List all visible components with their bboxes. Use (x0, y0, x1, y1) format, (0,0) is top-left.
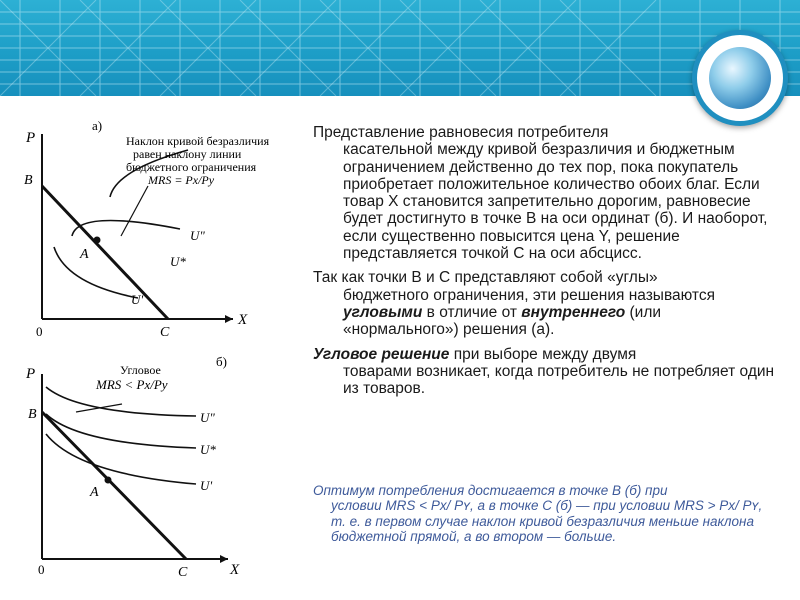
curve-label-u-double: U" (190, 228, 205, 243)
note-body: условии MRS < Px/ Pʏ, а в точке C (б) — при условии MRS > Px/ Pʏ, т. е. в первом случае наклон кривой безразличия меньше наклона бюджетной прямой, а во втором — больше. (331, 498, 763, 545)
caption-leader-line (121, 186, 148, 236)
globe-sphere (709, 47, 771, 109)
globe-icon (692, 30, 788, 126)
term-angular: угловыми (343, 303, 423, 321)
figure-b-corner-solution (18, 352, 288, 582)
paragraph-corner-solution (313, 346, 775, 398)
y-axis-label: P (26, 366, 36, 382)
caption-line-4: MRS = Px/Py (148, 173, 215, 187)
paragraph-corner-points (313, 269, 775, 338)
figure-a-interior-solution (18, 114, 288, 344)
curve-label-u-star: U* (170, 254, 186, 269)
point-c-label: C (160, 325, 170, 340)
paragraph-3-body: товарами возникает, когда потребитель не потребляет один из товаров. (343, 362, 775, 398)
y-axis-label: P (26, 130, 36, 146)
paragraph-2-first-line: Так как точки B и C представляют собой «углы» (313, 269, 658, 287)
term-internal: внутреннего (521, 303, 626, 321)
optimum-note (313, 483, 775, 545)
panel-label-a: а) (92, 118, 103, 133)
curve-label-u-double: U" (200, 410, 215, 425)
origin-label: 0 (36, 324, 43, 339)
budget-line (42, 412, 186, 559)
curve-label-u-prime: U' (200, 478, 213, 493)
main-text (313, 124, 775, 404)
point-a-label: A (90, 485, 99, 500)
paragraph-1-body: касательной между кривой безразличия и бюджетным ограничением действенно до тех пор, пока покупатель приобретает положительное количество обоих благ. Если товар X становится запретительно дорогим, равновесие будет достигнуто в точке B на оси ординат (б). И наоборот, если существенно повысится цена Y, решение представляется точкой C на оси абсцисс. (343, 141, 768, 263)
caption-line-1: Наклон кривой безразличия (126, 134, 270, 148)
paragraph-2-text-b: в отличие от (422, 303, 522, 321)
paragraph-3-first-line (313, 346, 775, 363)
header-banner (0, 0, 800, 96)
tangency-point (94, 237, 101, 244)
paragraph-2-text-c: (или «нормального») решения (а). (343, 303, 662, 339)
paragraph-2-text-a: бюджетного ограничения, эти решения называются (343, 286, 715, 304)
x-axis-arrow (225, 315, 233, 323)
paragraph-2-body (313, 287, 775, 339)
caption-line-2: MRS < Px/Py (96, 377, 168, 392)
point-a-marker (105, 477, 112, 484)
note-first-line: Оптимум потребления достигается в точке B (б) при (313, 483, 668, 498)
indifference-curve-middle (46, 414, 196, 448)
term-corner-solution: Угловое решение (313, 345, 450, 363)
x-axis-arrow (220, 555, 228, 563)
point-b-label: B (28, 407, 37, 422)
curve-label-u-star: U* (200, 442, 216, 457)
curve-label-u-prime: U' (131, 292, 144, 307)
x-axis-label: X (238, 312, 248, 328)
x-axis-label: X (230, 562, 240, 578)
point-a-label: A (80, 247, 89, 262)
caption-line-2: равен наклону линии (133, 147, 242, 161)
caption-line-3: бюджетного ограничения (126, 160, 257, 174)
caption-line-1: Угловое (120, 363, 161, 377)
paragraph-equilibrium (313, 124, 775, 262)
paragraph-3-first-rest: при выборе между двумя (449, 345, 637, 363)
point-b-label: B (24, 173, 33, 188)
paragraph-1-first-line: Представление равновесия потребителя (313, 124, 609, 141)
banner-grid-pattern (0, 0, 800, 96)
point-c-label: C (178, 565, 188, 580)
budget-line (42, 186, 168, 319)
panel-label-b: б) (216, 354, 227, 369)
origin-label: 0 (38, 562, 45, 577)
